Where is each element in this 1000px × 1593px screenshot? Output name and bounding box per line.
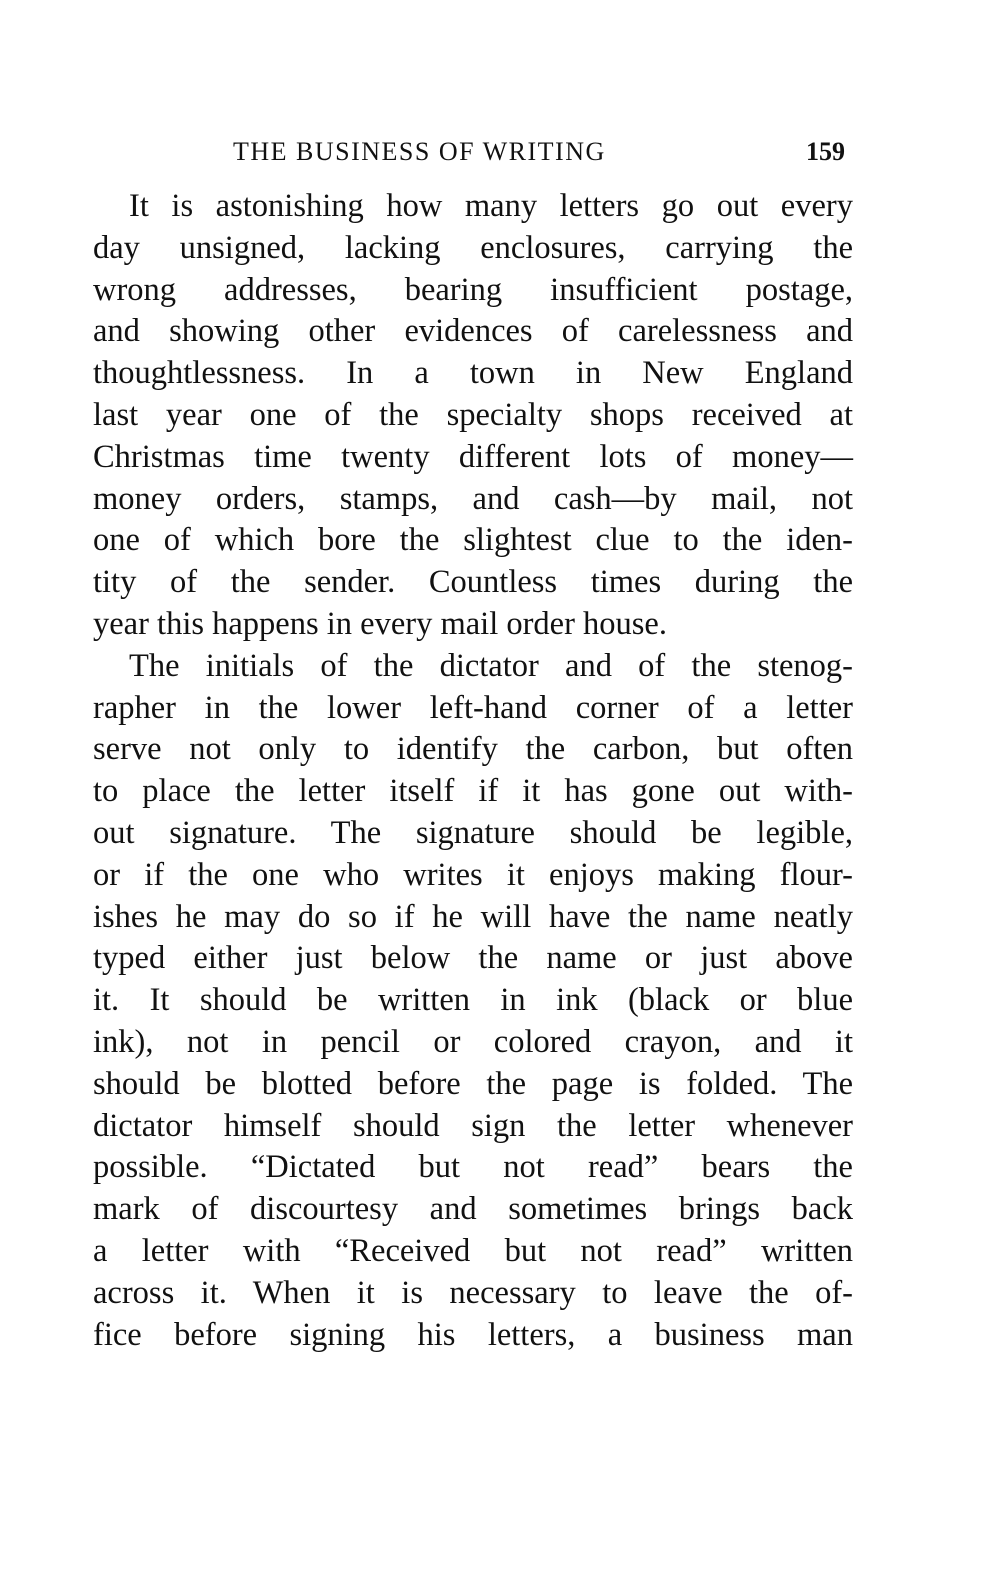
text-line: wrong addresses, bearing insufficient postage, bbox=[93, 271, 853, 308]
paragraph-1 bbox=[93, 186, 853, 646]
text-line: The initials of the dictator and of the stenog- bbox=[129, 647, 853, 684]
page-number: 159 bbox=[806, 137, 845, 166]
text-line: a letter with “Received but not read” written bbox=[93, 1232, 853, 1269]
text-line: rapher in the lower left-hand corner of a letter bbox=[93, 689, 853, 726]
text-line: ink), not in pencil or colored crayon, and it bbox=[93, 1023, 853, 1060]
text-line: possible. “Dictated but not read” bears the bbox=[93, 1149, 853, 1186]
text-line: to place the letter itself if it has gone out with- bbox=[93, 773, 853, 810]
text-line: across it. When it is necessary to leave the of- bbox=[93, 1274, 853, 1311]
text-line: ishes he may do so if he will have the name neatly bbox=[93, 898, 853, 935]
running-head bbox=[93, 132, 845, 172]
text-line: It is astonishing how many letters go out every bbox=[129, 188, 853, 224]
text-line: mark of discourtesy and sometimes brings back bbox=[93, 1191, 853, 1228]
paragraph-2 bbox=[93, 646, 853, 1357]
text-line: year this happens in every mail order house. bbox=[93, 605, 667, 642]
text-line: money orders, stamps, and cash—by mail, not bbox=[93, 480, 853, 517]
body-text bbox=[93, 186, 853, 1356]
text-line: tity of the sender. Countless times during the bbox=[93, 564, 853, 601]
running-title: THE BUSINESS OF WRITING bbox=[233, 137, 606, 166]
text-line: one of which bore the slightest clue to the iden- bbox=[93, 522, 853, 559]
text-line: and showing other evidences of carelessness and bbox=[93, 313, 853, 350]
text-line: fice before signing his letters, a business man bbox=[93, 1316, 853, 1353]
text-line: Christmas time twenty different lots of money— bbox=[93, 438, 853, 475]
text-line: it. It should be written in ink (black or blue bbox=[93, 982, 853, 1019]
text-line: out signature. The signature should be legible, bbox=[93, 814, 853, 851]
text-line: serve not only to identify the carbon, but often bbox=[93, 731, 853, 768]
text-line: typed either just below the name or just above bbox=[93, 940, 853, 977]
text-line: should be blotted before the page is folded. The bbox=[93, 1065, 853, 1102]
text-line: last year one of the specialty shops received at bbox=[93, 396, 853, 433]
text-line: dictator himself should sign the letter whenever bbox=[93, 1107, 853, 1144]
text-line: or if the one who writes it enjoys making flour- bbox=[93, 856, 853, 893]
text-line: thoughtlessness. In a town in New England bbox=[93, 355, 853, 392]
text-line: day unsigned, lacking enclosures, carrying the bbox=[93, 229, 853, 266]
